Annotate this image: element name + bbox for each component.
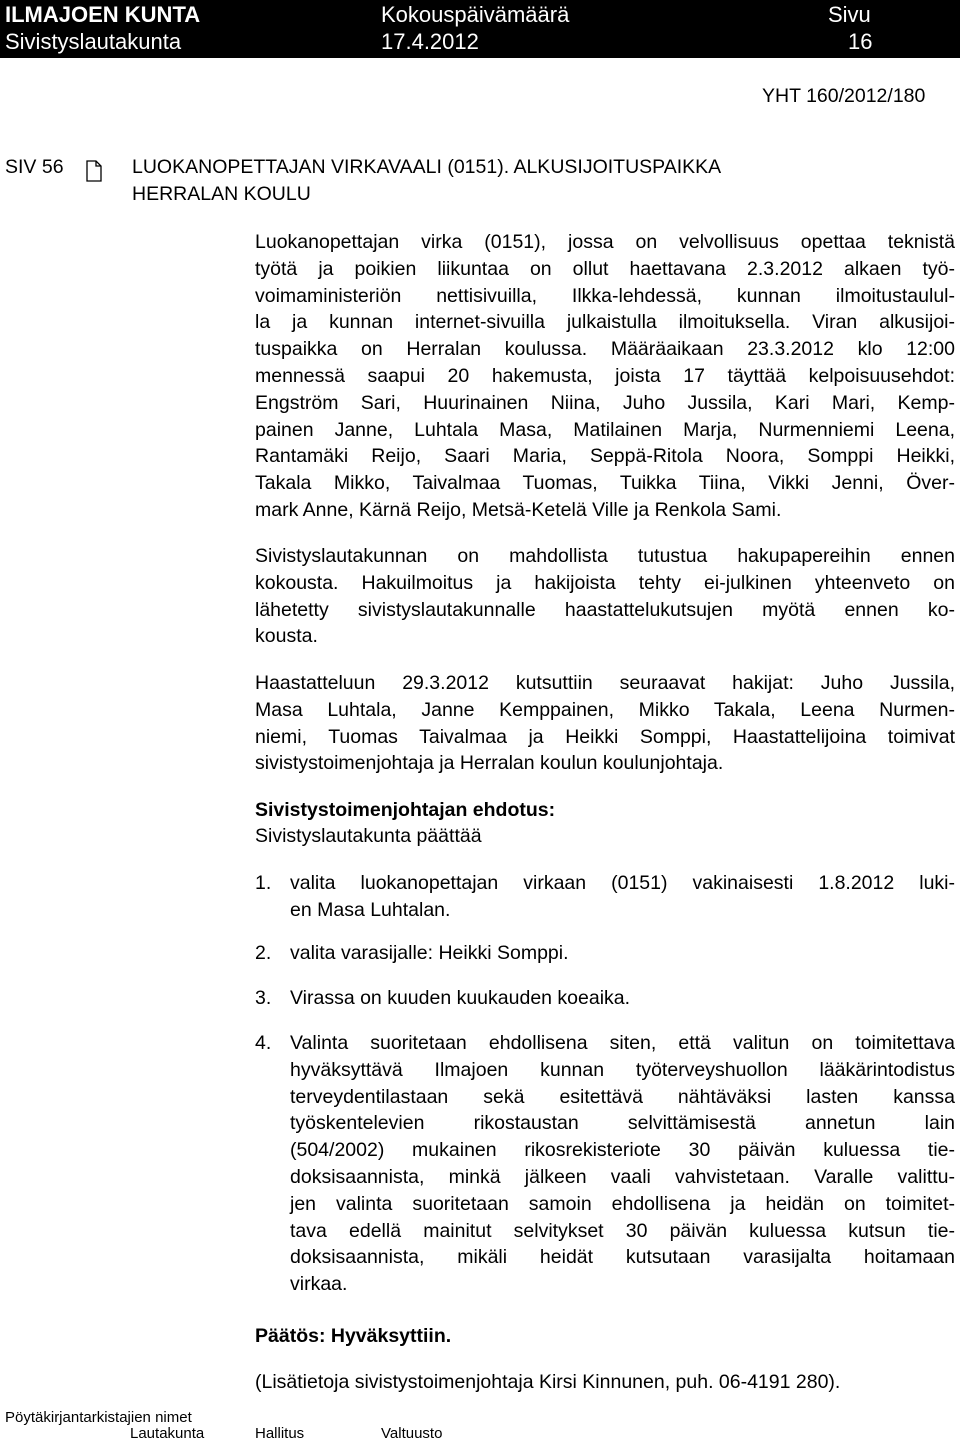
item-line: valita luokanopettajan virkaan (0151) vakinaisesti 1.8.2012 luki- — [290, 872, 955, 894]
paragraph-line: lähetetty sivistyslautakunnalle haastattelukutsujen myötä ennen ko- — [255, 598, 955, 621]
item-line: valita varasijalle: Heikki Somppi. — [290, 942, 569, 964]
case-title-line2: HERRALAN KOULU — [132, 183, 311, 205]
item-line: hyväksyttävä Ilmajoen kunnan työterveyshuollon lääkärintodistus — [290, 1058, 955, 1081]
item-number: 1. — [255, 872, 272, 894]
footer-col-hallitus: Hallitus — [255, 1425, 305, 1442]
org-name: ILMAJOEN KUNTA — [5, 2, 201, 27]
paragraph-applications — [255, 229, 955, 524]
document-icon — [86, 160, 102, 182]
paragraph-line: Takala Mikko, Taivalmaa Tuomas, Tuikka Tiina, Vikki Jenni, Över- — [255, 472, 955, 495]
paragraph-line: kokousta. Hakuilmoitus ja hakijoista tehty ei-julkinen yhteenveto on — [255, 571, 955, 594]
proposal-item-3 — [255, 985, 955, 1012]
meeting-date: 17.4.2012 — [381, 29, 479, 54]
item-number: 3. — [255, 987, 272, 1009]
case-reference: YHT 160/2012/180 — [762, 85, 926, 107]
proposal-intro: Sivistyslautakunta päättää — [255, 825, 482, 847]
item-line: virkaa. — [290, 1273, 348, 1296]
paragraph-line: Haastatteluun 29.3.2012 kutsuttiin seuraavat hakijat: Juho Jussila, — [255, 672, 955, 694]
proposal-item-1 — [255, 870, 955, 924]
item-line: doksisaannista, mikäli heidät kutsutaan varasijalta hoitamaan — [290, 1246, 955, 1269]
page-label: Sivu — [828, 2, 871, 27]
proposal-item-2 — [255, 940, 955, 967]
item-line: Valinta suoritetaan ehdollisena siten, että valitun on toimitettava — [290, 1032, 955, 1054]
paragraph-line: niemi, Tuomas Taivalmaa ja Heikki Somppi, Haastattelijoina toimivat — [255, 725, 955, 748]
paragraph-line: Sivistyslautakunnan on mahdollista tutustua hakupapereihin ennen — [255, 545, 955, 567]
case-title-line1: LUOKANOPETTAJAN VIRKAVAALI (0151). ALKUSIJOITUSPAIKKA — [132, 156, 722, 178]
item-number: 2. — [255, 942, 272, 964]
date-label: Kokouspäivämäärä — [381, 2, 570, 27]
paragraph-line: painen Janne, Luhtala Masa, Matilainen Marja, Nurmenniemi Leena, — [255, 418, 955, 441]
paragraph-line: la ja kunnan internet-sivuilla julkaistulla ilmoituksella. Viran alkusijoi- — [255, 311, 955, 334]
item-line: doksisaannista, minkä jälkeen vaali vahvistetaan. Varalle valittu- — [290, 1165, 955, 1188]
paragraph-line: tuspaikka on Herralan koulussa. Määräaikaan 23.3.2012 klo 12:00 — [255, 338, 955, 361]
footer-col-valtuusto: Valtuusto — [381, 1425, 443, 1442]
item-line: Virassa on kuuden kuukauden koeaika. — [290, 987, 631, 1009]
committee-name: Sivistyslautakunta — [5, 29, 182, 54]
page-number: 16 — [848, 29, 873, 54]
paragraph-line: Luokanopettajan virka (0151), jossa on velvollisuus opettaa teknistä — [255, 231, 955, 253]
paragraph-line: Rantamäki Reijo, Saari Maria, Seppä-Ritola Noora, Somppi Heikki, — [255, 445, 955, 468]
case-number: SIV 56 — [5, 156, 64, 178]
paragraph-documents — [255, 543, 955, 650]
paragraph-line: kousta. — [255, 625, 318, 648]
decision: Päätös: Hyväksyttiin. — [255, 1325, 452, 1347]
footer-col-lautakunta: Lautakunta — [130, 1425, 205, 1442]
paragraph-line: Engström Sari, Huurinainen Niina, Juho Jussila, Kari Mari, Kemp- — [255, 391, 955, 414]
item-line: jen valinta suoritetaan samoin ehdollisena ja heidän on toimitet- — [290, 1192, 955, 1215]
paragraph-line: Masa Luhtala, Janne Kemppainen, Mikko Takala, Leena Nurmen- — [255, 698, 955, 721]
paragraph-line: työtä ja poikien liikuntaa on ollut haettavana 2.3.2012 alkaen työ- — [255, 257, 955, 280]
proposal-item-4 — [255, 1030, 955, 1300]
item-line: tava edellä mainitut selvitykset 30 päivän kuluessa kutsun tie- — [290, 1219, 955, 1242]
item-line: en Masa Luhtalan. — [290, 898, 451, 921]
proposal-heading: Sivistystoimenjohtajan ehdotus: — [255, 799, 556, 821]
item-line: (504/2002) mukainen rikosrekisteriote 30 päivän kuluessa tie- — [290, 1139, 955, 1162]
paragraph-line: voimaministeriön nettisivuilla, Ilkka-lehdessä, kunnan ilmoitustaulul- — [255, 284, 955, 307]
item-line: terveydentilastaan sekä esitettävä nähtäväksi lasten kanssa — [290, 1085, 955, 1108]
paragraph-line: mark Anne, Kärnä Reijo, Metsä-Ketelä Ville ja Renkola Sami. — [255, 498, 782, 521]
footer-checkers-label: Pöytäkirjantarkistajien nimet — [5, 1409, 192, 1426]
paragraph-interviews — [255, 670, 955, 777]
paragraph-line: sivistystoimenjohtaja ja Herralan koulun koulunjohtaja. — [255, 752, 724, 775]
item-number: 4. — [255, 1032, 272, 1054]
item-line: työskentelevien rikostaustan selvittämisestä annetun lain — [290, 1112, 955, 1135]
paragraph-line: mennessä saapui 20 hakemusta, joista 17 täyttää kelpoisuusehdot: — [255, 364, 955, 387]
contact-info: (Lisätietoja sivistystoimenjohtaja Kirsi Kinnunen, puh. 06-4191 280). — [255, 1371, 841, 1393]
